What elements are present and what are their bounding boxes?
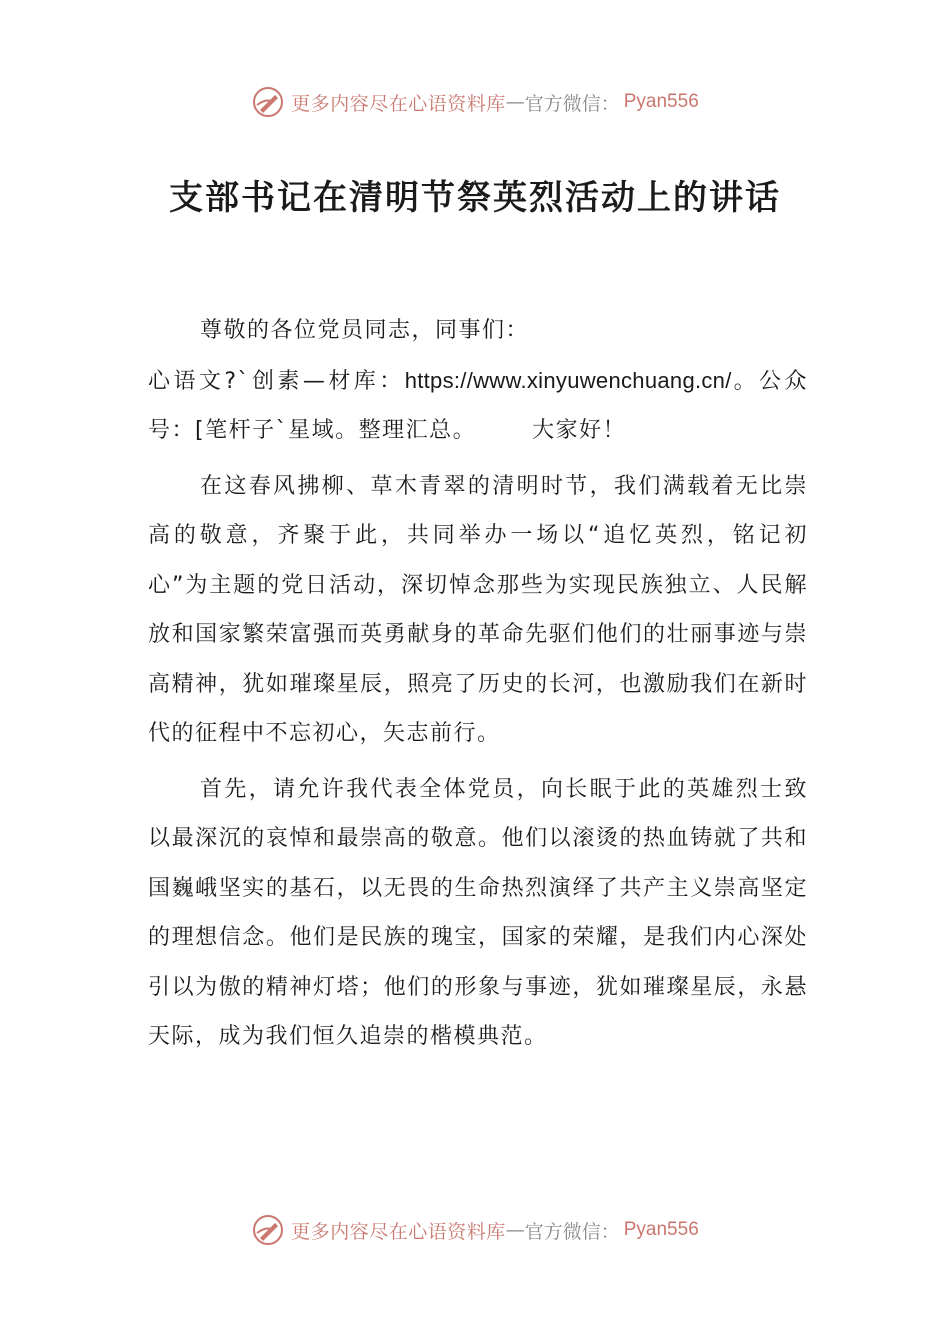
banner-separator: — [505,91,525,113]
header-banner [0,82,950,122]
source-line [148,356,808,456]
source-suffix: 。公众号：[笔杆子`星域。整理汇总。 [148,368,808,443]
banner-main-text: 更多内容尽在心语资料库 [291,1220,506,1243]
source-url[interactable]: https://www.xinyuwenchuang.cn/ [404,367,732,393]
banner-wechat-id: Pyan556 [623,1219,699,1240]
banner-wechat-id: Pyan556 [623,91,699,112]
salutation: 尊敬的各位党员同志，同事们： [200,318,530,343]
banner-label: 官方微信： [524,92,620,115]
greeting: 大家好！ [532,418,627,443]
footer-banner [0,1210,950,1250]
paragraph: 首先，请允许我代表全体党员，向长眠于此的英雄烈士致以最深沉的哀悼和最崇高的敬意。他们以滚烫的热血铸就了共和国巍峨坚实的基石，以无畏的生命热烈演绎了共产主义崇高坚定的理想信念。他们是民族的瑰宝，国家的荣耀，是我们内心深处引以为傲的精神灯塔；他们的形象与事迹，犹如璀璨星辰，永悬天际，成为我们恒久追崇的楷模典范。 [148,776,808,1049]
banner-separator: — [505,1219,525,1241]
document-body [148,306,808,1062]
source-prefix: 心语文?`创素—材库： [148,368,405,394]
document-title: 支部书记在清明节祭英烈活动上的讲话 [169,178,781,218]
paragraph: 在这春风拂柳、草木青翠的清明时节，我们满载着无比崇高的敬意，齐聚于此，共同举办一场以“追忆英烈，铭记初心”为主题的党日活动，深切悼念那些为实现民族独立、人民解放和国家繁荣富强而英勇献身的革命先驱们他们的壮丽事迹与崇高精神，犹如璀璨星辰，照亮了历史的长河，也激励我们在新时代的征程中不忘初心，矢志前行。 [148,473,808,746]
pen-logo-icon [251,1213,285,1247]
pen-logo-icon [251,85,285,119]
banner-main-text: 更多内容尽在心语资料库 [291,92,506,115]
banner-label: 官方微信： [524,1220,620,1243]
